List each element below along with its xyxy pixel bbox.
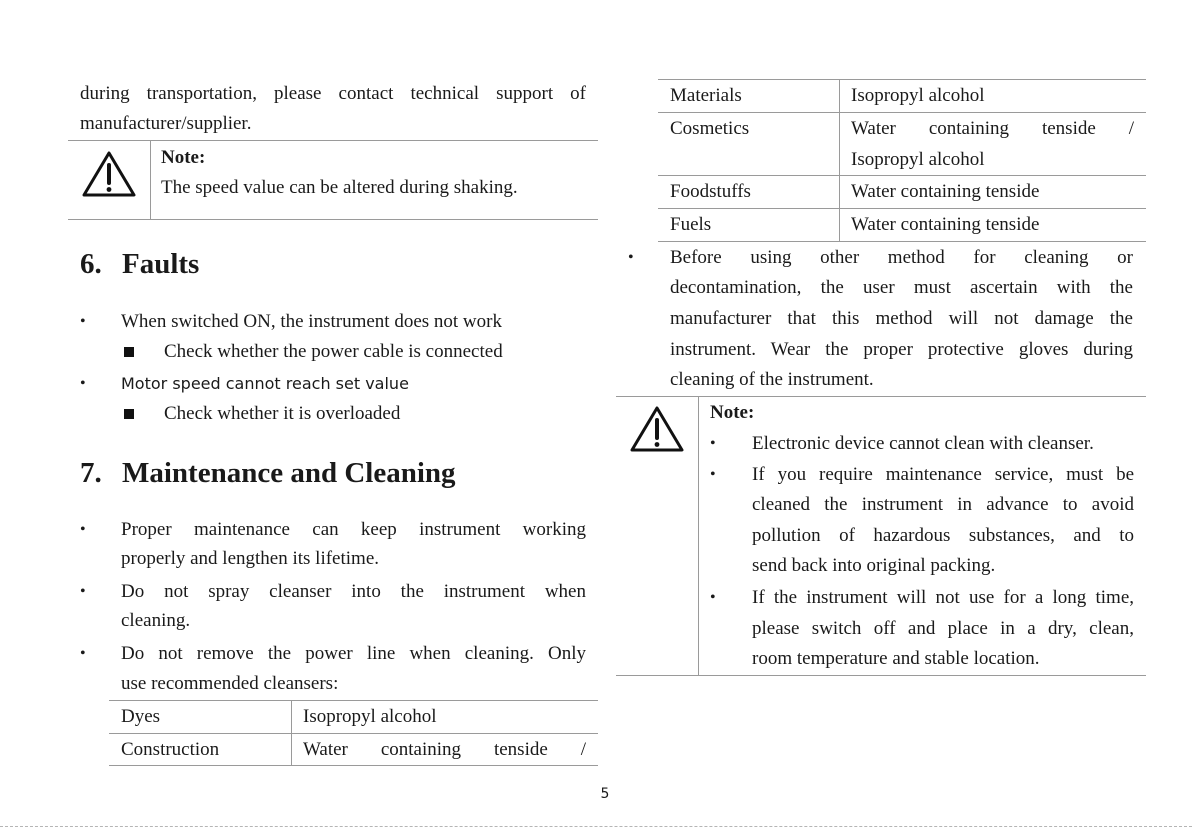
cleaning-text-line: cleaning of the instrument. bbox=[670, 369, 874, 390]
table-cell-material: Cosmetics bbox=[670, 118, 750, 139]
square-bullet-icon bbox=[124, 347, 134, 357]
note-bullet-line: cleaned the instrument in advance to avoid bbox=[752, 494, 1134, 515]
cleaning-text-line: manufacturer that this method will not damage the bbox=[670, 308, 1133, 329]
note-divider bbox=[150, 141, 151, 219]
bullet-marker: • bbox=[80, 583, 86, 600]
table-column-divider bbox=[839, 80, 840, 241]
warning-triangle-icon bbox=[629, 405, 685, 453]
note-bullet-line: If the instrument will not use for a long time, bbox=[752, 587, 1134, 608]
maintenance-text-line: Proper maintenance can keep instrument working bbox=[121, 519, 586, 540]
fault-check: Check whether the power cable is connected bbox=[164, 341, 503, 362]
table-cell-material: Dyes bbox=[121, 706, 161, 727]
note-bullet-line: send back into original packing. bbox=[752, 555, 996, 576]
section-title: Faults bbox=[122, 248, 200, 280]
table-rule bbox=[658, 241, 1146, 242]
bullet-marker: • bbox=[80, 645, 86, 662]
footer-rule bbox=[0, 826, 1192, 827]
table-cell-cleanser: Water containing tenside / bbox=[303, 739, 586, 760]
intro-text-line: manufacturer/supplier. bbox=[80, 113, 252, 134]
note-bullet-line: room temperature and stable location. bbox=[752, 648, 1040, 669]
bullet-marker: • bbox=[628, 249, 634, 266]
page-number: 5 bbox=[600, 786, 610, 802]
note-bullet-line: pollution of hazardous substances, and to bbox=[752, 525, 1134, 546]
fault-item: Motor speed cannot reach set value bbox=[121, 374, 409, 393]
table-cell-material: Construction bbox=[121, 739, 220, 760]
table-column-divider bbox=[291, 701, 292, 765]
section-heading-faults bbox=[80, 246, 199, 282]
section-heading-maintenance bbox=[80, 455, 456, 491]
cleaning-text-line: instrument. Wear the proper protective gloves during bbox=[670, 339, 1133, 360]
table-cell-material: Foodstuffs bbox=[670, 181, 751, 202]
table-cell-cleanser: Water containing tenside bbox=[851, 181, 1040, 202]
table-cell-cleanser: Water containing tenside / bbox=[851, 118, 1134, 139]
table-cell-cleanser: Isopropyl alcohol bbox=[851, 149, 985, 170]
bullet-marker: • bbox=[80, 375, 86, 392]
bullet-marker: • bbox=[80, 521, 86, 538]
note-bottom-rule bbox=[616, 675, 1146, 676]
note-title: Note: bbox=[710, 402, 755, 423]
bullet-marker: • bbox=[710, 589, 716, 606]
square-bullet-icon bbox=[124, 409, 134, 419]
fault-check: Check whether it is overloaded bbox=[164, 403, 401, 424]
maintenance-text-line: use recommended cleansers: bbox=[121, 673, 339, 694]
warning-triangle-icon bbox=[81, 150, 137, 198]
cleaning-text-line: Before using other method for cleaning or bbox=[670, 247, 1133, 268]
note-title: Note: bbox=[161, 147, 206, 168]
note-top-rule bbox=[68, 140, 598, 141]
bullet-marker: • bbox=[710, 466, 716, 483]
note-bottom-rule bbox=[68, 219, 598, 220]
table-cell-material: Materials bbox=[670, 85, 742, 106]
maintenance-text-line: Do not spray cleanser into the instrument when bbox=[121, 581, 586, 602]
section-number: 6. bbox=[80, 248, 102, 280]
note-top-rule bbox=[616, 396, 1146, 397]
table-rule bbox=[109, 765, 598, 766]
note-bullet-line: please switch off and place in a dry, clean, bbox=[752, 618, 1134, 639]
note-divider bbox=[698, 397, 699, 675]
table-cell-cleanser: Isopropyl alcohol bbox=[303, 706, 437, 727]
cleaning-text-line: decontamination, the user must ascertain with the bbox=[670, 277, 1133, 298]
table-cell-cleanser: Water containing tenside bbox=[851, 214, 1040, 235]
section-title: Maintenance and Cleaning bbox=[122, 457, 456, 489]
bullet-marker: • bbox=[80, 313, 86, 330]
table-cell-material: Fuels bbox=[670, 214, 712, 235]
table-cell-cleanser: Isopropyl alcohol bbox=[851, 85, 985, 106]
maintenance-text-line: properly and lengthen its lifetime. bbox=[121, 548, 380, 569]
section-number: 7. bbox=[80, 457, 102, 489]
note-bullet-line: Electronic device cannot clean with cleanser. bbox=[752, 433, 1094, 454]
fault-item: When switched ON, the instrument does not work bbox=[121, 311, 502, 332]
bullet-marker: • bbox=[710, 435, 716, 452]
intro-text-line: during transportation, please contact technical support of bbox=[80, 83, 586, 104]
maintenance-text-line: cleaning. bbox=[121, 610, 191, 631]
note-bullet-line: If you require maintenance service, must be bbox=[752, 464, 1134, 485]
maintenance-text-line: Do not remove the power line when cleaning. Only bbox=[121, 643, 586, 664]
note-text: The speed value can be altered during shaking. bbox=[161, 177, 518, 198]
